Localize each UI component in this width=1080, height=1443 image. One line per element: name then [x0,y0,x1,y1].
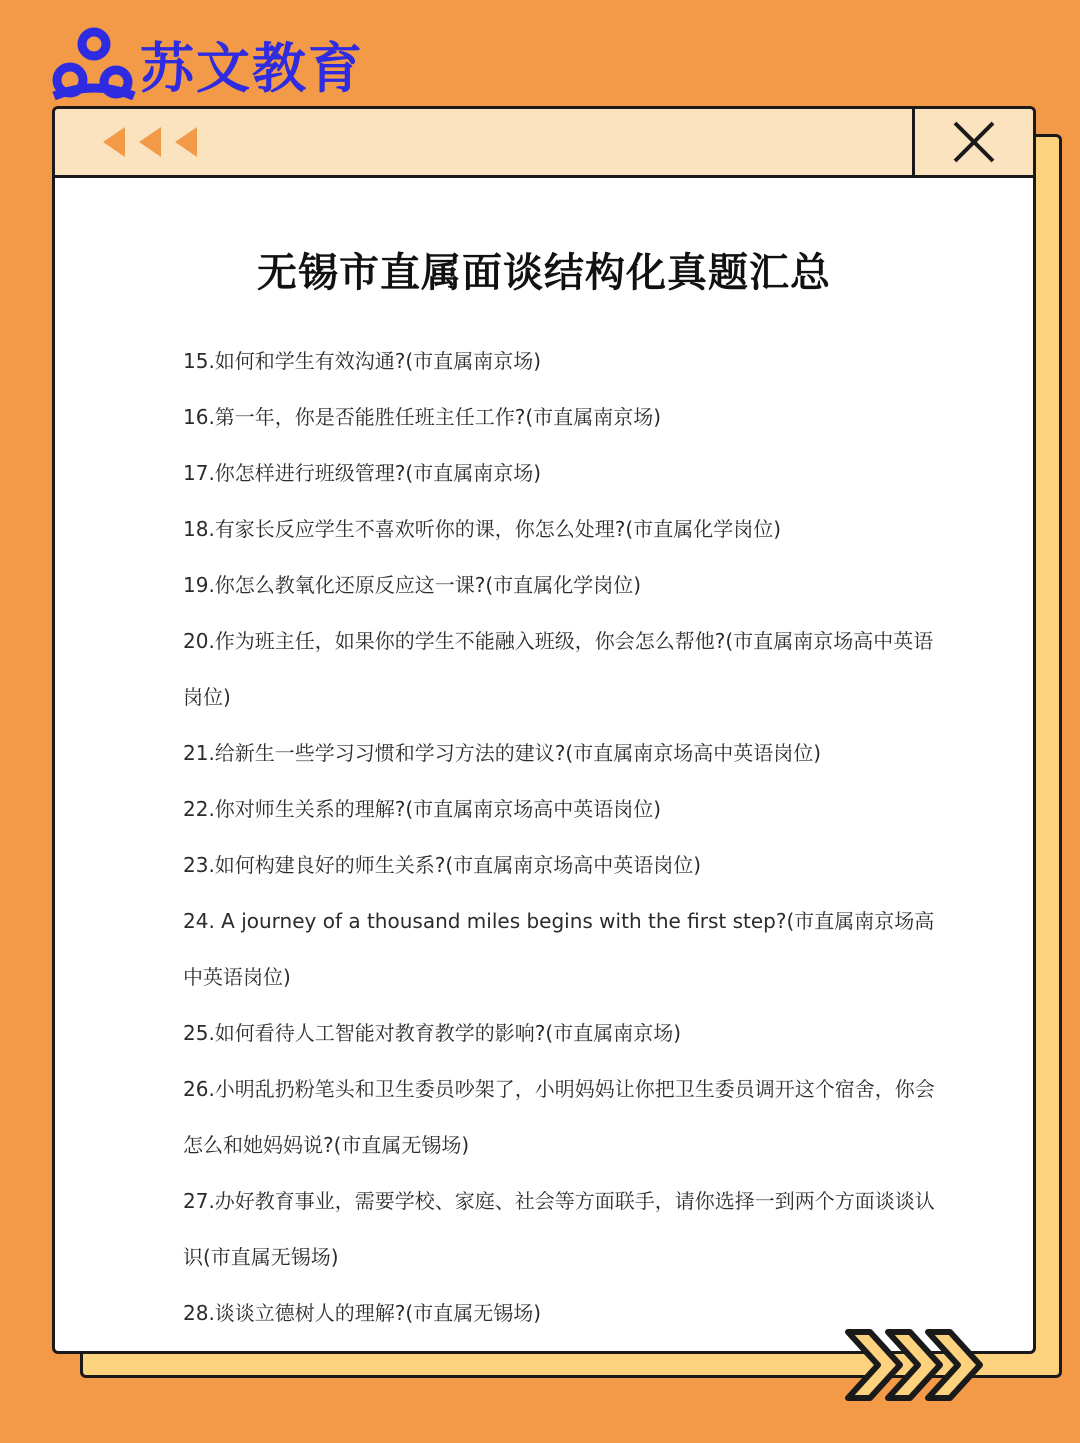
list-item: 20.作为班主任，如果你的学生不能融入班级，你会怎么帮他?(市直属南京场高中英语岗位) [183,629,934,709]
list-item: 23.如何构建良好的师生关系?(市直属南京场高中英语岗位) [183,853,702,877]
list-item: 16.第一年，你是否能胜任班主任工作?(市直属南京场) [183,405,662,429]
brand-name: 苏文教育 [140,36,364,100]
list-item: 21.给新生一些学习习惯和学习方法的建议?(市直属南京场高中英语岗位) [183,741,822,765]
brand-logo [50,22,364,106]
list-item: 26.小明乱扔粉笔头和卫生委员吵架了，小明妈妈让你把卫生委员调开这个宿舍，你会怎么和她妈妈说?(市直属无锡场) [183,1077,935,1157]
list-item: 27.办好教育事业，需要学校、家庭、社会等方面联手，请你选择一到两个方面谈谈认识(市直属无锡场) [183,1189,935,1269]
forward-chevrons-icon [840,1328,990,1402]
person-group-logo-icon [50,22,138,106]
close-icon [951,119,997,165]
close-button[interactable] [912,109,1033,175]
list-item: 15.如何和学生有效沟通?(市直属南京场) [183,349,542,373]
list-item: 18.有家长反应学生不喜欢听你的课，你怎么处理?(市直属化学岗位) [183,517,782,541]
list-item: 24. A journey of a thousand miles begins with the first step?(市直属南京场高中英语岗位) [183,909,935,989]
list-item: 17.你怎样进行班级管理?(市直属南京场) [183,461,542,485]
back-arrow-icon[interactable] [139,127,161,157]
list-item: 19.你怎么教氧化还原反应这一课?(市直属化学岗位) [183,573,642,597]
window-titlebar [55,109,1033,178]
document-window [52,106,1036,1354]
list-item: 25.如何看待人工智能对教育教学的影响?(市直属南京场) [183,1021,682,1045]
list-item: 22.你对师生关系的理解?(市直属南京场高中英语岗位) [183,797,662,821]
back-arrow-icon[interactable] [175,127,197,157]
document-title: 无锡市直属面谈结构化真题汇总 [257,250,831,296]
nav-arrows [55,109,912,175]
list-item: 28.谈谈立德树人的理解?(市直属无锡场) [183,1301,542,1325]
question-list [183,333,943,1341]
back-arrow-icon[interactable] [103,127,125,157]
